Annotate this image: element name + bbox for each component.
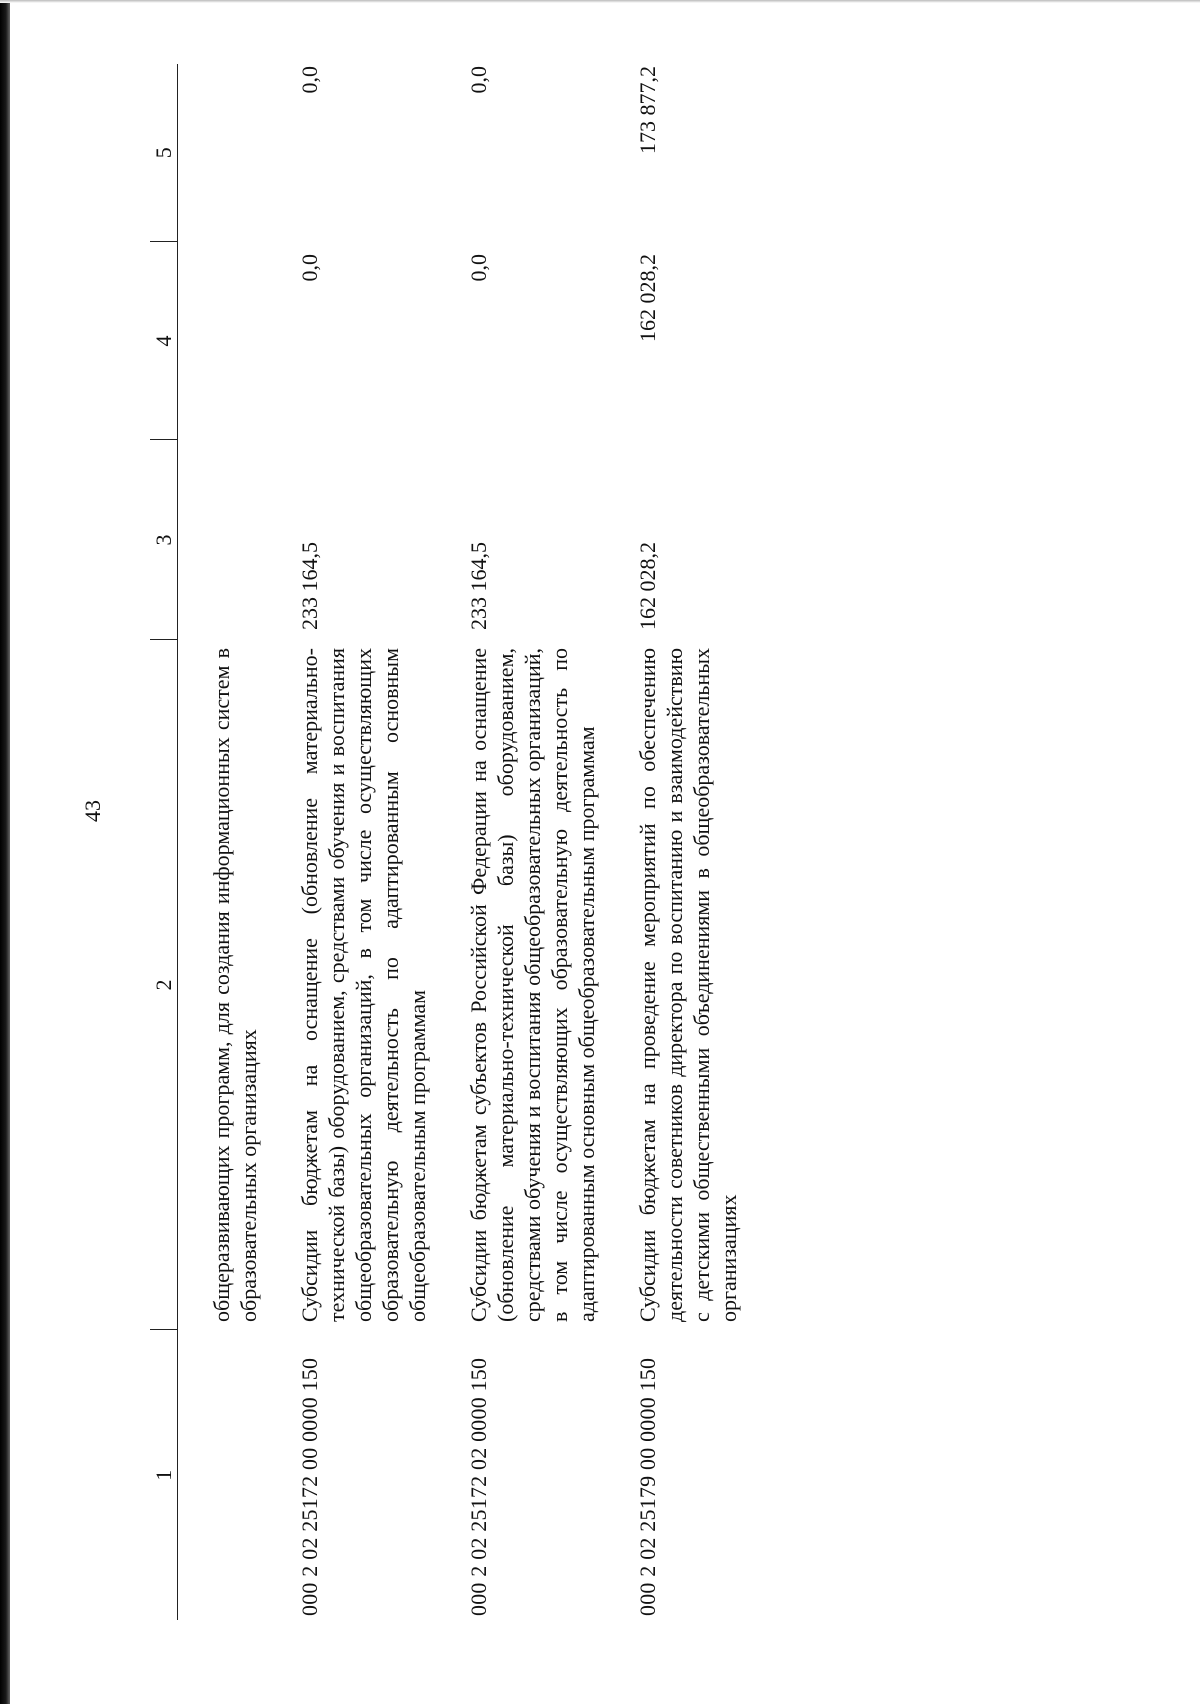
scan-edge-left bbox=[0, 0, 10, 1704]
row-value-col4 bbox=[178, 242, 283, 440]
row-description: Субсидии бюджетам на проведение мероприятий по обеспечению деятельности советников директора по воспитанию и взаимодействию с детскими общественными объединениями в общеобразовательных организациях bbox=[635, 648, 741, 1322]
budget-table bbox=[150, 64, 762, 1620]
header-col-1: 1 bbox=[150, 1330, 178, 1620]
header-col-5: 5 bbox=[150, 64, 178, 242]
row-code: 000 2 02 25172 00 0000 150 bbox=[297, 1357, 322, 1616]
row-value-col4: 0,0 bbox=[466, 254, 491, 282]
row-code bbox=[178, 1330, 283, 1620]
row-description: общеразвивающих программ, для создания информационных систем в образовательных организациях bbox=[209, 648, 261, 1322]
row-description: Субсидии бюджетам на оснащение (обновление материально-технической базы) оборудованием, средствами обучения и воспитания общеобразовательных организаций, в том числе осуществляющих образовательную деятельность по адаптированным основным общеобразовательным программам bbox=[297, 648, 430, 1322]
table-row bbox=[178, 64, 283, 1620]
row-value-col5: 0,0 bbox=[466, 66, 491, 94]
row-code: 000 2 02 25179 00 0000 150 bbox=[635, 1357, 660, 1616]
row-value-col4: 162 028,2 bbox=[635, 254, 660, 342]
header-col-2: 2 bbox=[150, 640, 178, 1330]
table-row bbox=[620, 64, 762, 1620]
scan-edge-top bbox=[0, 0, 1200, 3]
rotated-sheet bbox=[150, 64, 930, 1620]
row-value-col3: 233 164,5 bbox=[466, 542, 491, 630]
row-value-col3: 233 164,5 bbox=[297, 542, 322, 630]
page-number: 43 bbox=[80, 800, 105, 822]
row-code: 000 2 02 25172 02 0000 150 bbox=[466, 1357, 491, 1616]
table-row bbox=[451, 64, 620, 1620]
row-value-col3: 162 028,2 bbox=[635, 542, 660, 630]
header-col-4: 4 bbox=[150, 242, 178, 440]
table-row bbox=[282, 64, 451, 1620]
header-col-3: 3 bbox=[150, 440, 178, 640]
row-value-col3 bbox=[178, 440, 283, 640]
row-value-col5 bbox=[178, 64, 283, 242]
row-value-col4: 0,0 bbox=[297, 254, 322, 282]
row-value-col5: 173 877,2 bbox=[635, 66, 660, 154]
row-value-col5: 0,0 bbox=[297, 66, 322, 94]
header-row bbox=[150, 64, 178, 1620]
row-description: Субсидии бюджетам субъектов Российской Федерации на оснащение (обновление материально-технической базы) оборудованием, средствами обучения и воспитания общеобразовательных организаций, в том числе осуществляющих образовательную деятельность по адаптированным основным общеобразовательным программам bbox=[466, 648, 599, 1322]
